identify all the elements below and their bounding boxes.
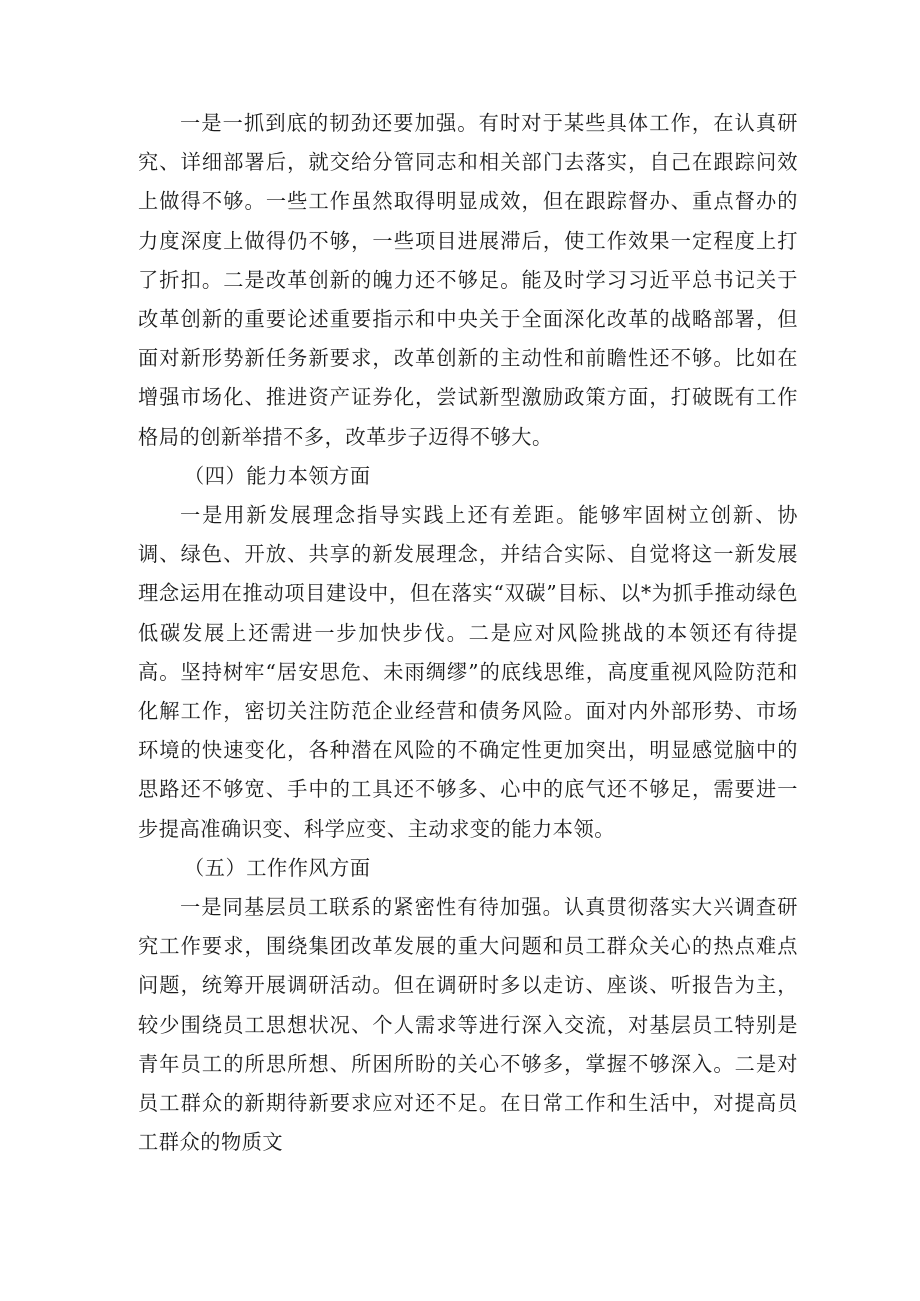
body-paragraph: 一是一抓到底的韧劲还要加强。有时对于某些具体工作，在认真研究、详细部署后，就交给分管同志和相关部门去落实，自己在跟踪问效上做得不够。一些工作虽然取得明显成效，但在跟踪督办、重点督办的力度深度上做得仍不够，一些项目进展滞后，使工作效果一定程度上打了折扣。二是改革创新的魄力还不够足。能及时学习习近平总书记关于改革创新的重要论述重要指示和中央关于全面深化改革的战略部署，但面对新形势新任务新要求，改革创新的主动性和前瞻性还不够。比如在增强市场化、推进资产证券化，尝试新型激励政策方面，打破既有工作格局的创新举措不多，改革步子迈得不够大。: [138, 111, 798, 449]
body-paragraph: 一是用新发展理念指导实践上还有差距。能够牢固树立创新、协调、绿色、开放、共享的新发展理念，并结合实际、自觉将这一新发展理念运用在推动项目建设中，但在落实“双碳”目标、以*为抓手推动绿色低碳发展上还需进一步加快步伐。二是应对风险挑战的本领还有待提高。坚持树牢“居安思危、未雨绸缪”的底线思维，高度重视风险防范和化解工作，密切关注防范企业经营和债务风险。面对内外部形势、市场环境的快速变化，各种潜在风险的不确定性更加突出，明显感觉脑中的思路还不够宽、手中的工具还不够多、心中的底气还不够足，需要进一步提高准确识变、科学应变、主动求变的能力本领。: [138, 503, 798, 841]
section-heading: （五）工作作风方面: [184, 855, 371, 880]
section-heading: （四）能力本领方面: [184, 463, 371, 488]
document-page: [138, 104, 798, 1162]
body-paragraph: 一是同基层员工联系的紧密性有待加强。认真贯彻落实大兴调查研究工作要求，围绕集团改革发展的重大问题和员工群众关心的热点难点问题，统筹开展调研活动。但在调研时多以走访、座谈、听报告为主，较少围绕员工思想状况、个人需求等进行深入交流，对基层员工特别是青年员工的所思所想、所困所盼的关心不够多，掌握不够深入。二是对员工群众的新期待新要求应对还不足。在日常工作和生活中，对提高员工群众的物质文: [138, 895, 798, 1155]
